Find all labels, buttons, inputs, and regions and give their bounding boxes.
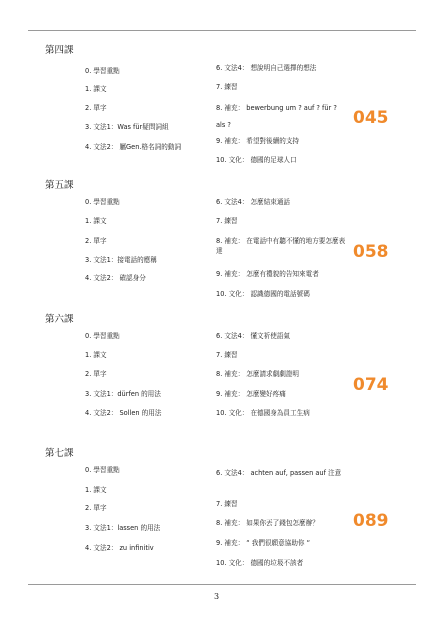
toc-entry: 4. 文法2： zu infinitiv [85,544,154,552]
toc-entry: 7. 練習 [216,351,238,359]
lesson-title: 第四課 [45,45,74,56]
toc-entry: 8. 補充： 在電話中有聽不懂的地方要怎麼表達 [216,237,346,255]
toc-entry: 1. 課文 [85,486,107,494]
toc-entry: 3. 文法1：接電話的應稱 [85,256,157,264]
lesson-title: 第七課 [45,448,74,459]
toc-entry: 0. 學習重點 [85,198,120,206]
toc-entry: 4. 文法2： Sollen 的用法 [85,409,162,417]
toc-entry: 7. 練習 [216,500,238,508]
toc-entry: 3. 文法1：lassen 的用法 [85,524,161,532]
toc-entry: 8. 補充： 怎麼請求劇劇證明 [216,370,300,378]
toc-entry: 2. 單字 [85,237,107,245]
toc-entry: 4. 文法2： 屬Gen.格名詞的動詞 [85,143,182,151]
toc-entry: 8. 補充： 如果你丟了錢包怎麼辦？ [216,519,319,527]
toc-entry: 10. 文化： 認識德國的電話號碼 [216,290,310,298]
toc-entry: 0. 學習重點 [85,466,120,474]
bottom-rule [28,584,416,585]
toc-entry: 1. 課文 [85,85,107,93]
toc-entry: 2. 單字 [85,370,107,378]
toc-entry: 10. 文化： 德國的垃圾不該者 [216,559,304,567]
toc-entry: 9. 補充： 怎麼有禮貌的告知來電者 [216,270,319,278]
toc-entry: 6. 文法4： 懂文祈使語氣 [216,332,291,340]
page-reference: 045 [353,108,389,128]
page-reference: 089 [353,511,389,531]
page-reference: 058 [353,242,389,262]
toc-entry: 2. 單字 [85,104,107,112]
lesson-title: 第五課 [45,180,74,191]
toc-entry: 10. 文化： 在德國身為員工生病 [216,409,310,417]
toc-entry: 7. 練習 [216,83,238,91]
toc-entry: 1. 課文 [85,217,107,225]
toc-entry: 9. 補充： 怎麼變好疼痛 [216,390,286,398]
toc-entry: 6. 文法4： 怎麼結束通話 [216,198,291,206]
toc-entry: 9. 補充： “ 我們很願意協助你 “ [216,539,311,547]
toc-entry: 0. 學習重點 [85,332,120,340]
toc-entry: 2. 單字 [85,504,107,512]
toc-entry: 9. 補充： 希望對後續的支持 [216,137,300,145]
lesson-title: 第六課 [45,314,74,325]
toc-entry: 0. 學習重點 [85,67,120,75]
toc-entry: 6. 文法4： 想說明自己選擇的想法 [216,64,317,72]
toc-entry: 4. 文法2： 確認身分 [85,274,146,282]
toc-entry: 8. 補充： bewerbung um ? auf ? für ? als ? [216,104,337,129]
toc-entry: 1. 課文 [85,351,107,359]
toc-entry: 10. 文化： 德國的足球人口 [216,156,297,164]
toc-entry: 7. 練習 [216,217,238,225]
page-number: 3 [213,592,220,601]
page-reference: 074 [353,375,389,395]
toc-entry: 3. 文法1：dürfen 的用法 [85,390,161,398]
toc-entry: 6. 文法4： achten auf, passen auf 注意 [216,469,342,477]
toc-entry: 3. 文法1：Was für疑問詞組 [85,123,169,131]
top-rule [28,30,416,31]
